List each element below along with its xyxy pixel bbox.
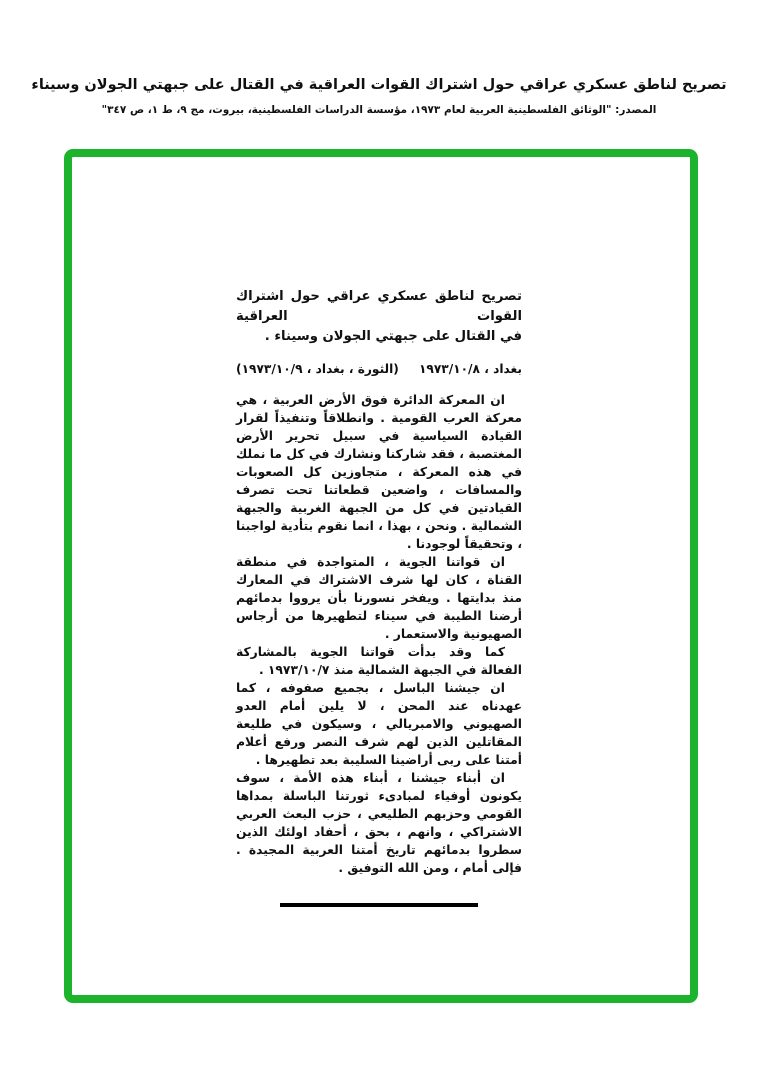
dateline-place-date: بغداد ، ١٩٧٣/١٠/٨ — [418, 362, 522, 376]
end-divider — [280, 903, 478, 907]
document-heading: تصريح لناطق عسكري عراقي حول اشتراك القوات العراقية في القتال على جبهتي الجولان وسيناء — [31, 77, 727, 93]
paragraph: ان المعركة الدائرة فوق الأرض العربية ، هي معركة العرب القومية . وانطلاقاً وتنفيذاً لقرار القيادة السياسية في سبيل تحرير الأرض المغتصبة ، فقد شاركنا ونشارك في كل ما نملك في هذه المعركة ، متجاوزين كل الصعوبات والمسافات ، واضعين قطعاتنا تحت تصرف القيادتين في كل من الجبهة الغربية والجبهة الشمالية . ونحن ، بهذا ، انما نقوم بتأدية لواجبنا ، وتحقيقاً لوجودنا . — [236, 393, 522, 551]
paragraph: ان أبناء جيشنا ، أبناء هذه الأمة ، سوف يكونون أوفياء لمبادىء ثورتنا الباسلة بمداها القومي وحزبهم الطليعي ، حزب البعث العربي الاشتراكي ، وانهم ، بحق ، أحفاد اولئك الذين سطروا بدمائهم تاريخ أمتنا العربية المجيدة . فإلى أمام ، ومن الله التوفيق . — [236, 771, 522, 875]
statement-title — [236, 287, 522, 347]
statement-title-line1: تصريح لناطق عسكري عراقي حول اشتراك القوات العراقية — [236, 289, 522, 324]
paragraph: ان جيشنا الباسل ، بجميع صفوفه ، كما عهدناه عند المحن ، لا يلين أمام العدو الصهيوني والامبريالي ، وسيكون في طليعة المقاتلين الذين لهم شرف النصر ورفع أعلام أمتنا على ربى أراضينا السليبة بعد تطهيرها . — [236, 681, 522, 767]
document-body — [236, 391, 522, 877]
paragraph: كما وقد بدأت قواتنا الجوية بالمشاركة الفعالة في الجبهة الشمالية منذ ١٩٧٣/١٠/٧ . — [236, 645, 522, 677]
statement-title-line2: في القتال على جبهتي الجولان وسيناء . — [264, 329, 522, 344]
paragraph: ان قواتنا الجوية ، المتواجدة في منطقة القناة ، كان لها شرف الاشتراك في المعارك منذ بدايتها . ويفخر نسورنا بأن يرووا بدمائهم أرضنا الطيبة في سيناء لتطهيرها من أرجاس الصهيونية والاستعمار . — [236, 555, 522, 641]
dateline — [236, 360, 522, 378]
source-citation: المصدر: "الوثائق الفلسطينية العربية لعام ١٩٧٣، مؤسسة الدراسات الفلسطينية، بيروت، مج ٩، ط ١، ص ٣٤٧" — [101, 104, 657, 116]
dateline-attribution: (الثورة ، بغداد ، ١٩٧٣/١٠/٩) — [236, 362, 399, 376]
scanned-document — [236, 287, 522, 907]
page-header — [0, 74, 758, 117]
